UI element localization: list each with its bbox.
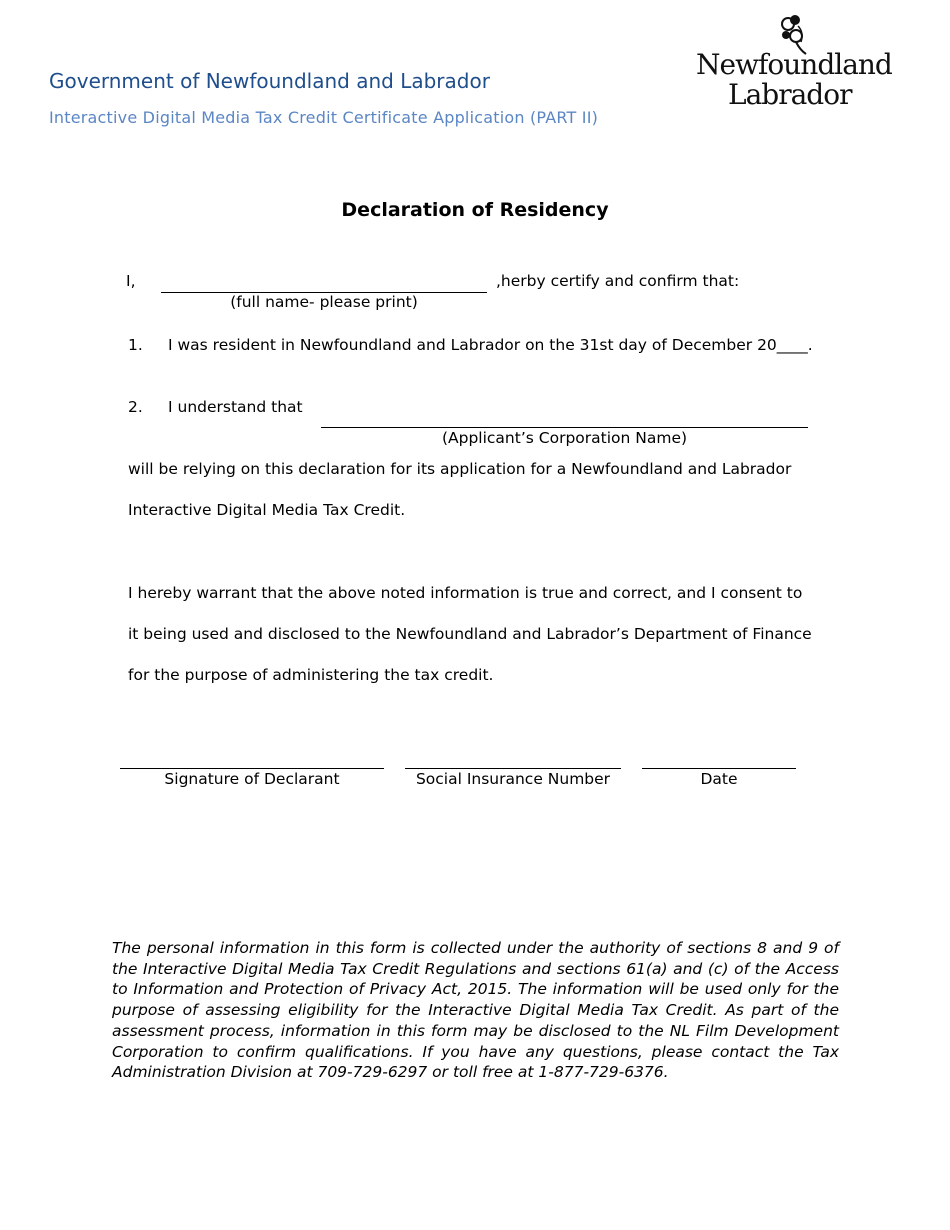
corporation-name-caption: (Applicant’s Corporation Name) <box>441 429 688 447</box>
warrant-line-3: for the purpose of administering the tax credit. <box>128 666 494 684</box>
item-1-number: 1. <box>128 336 143 354</box>
sin-caption: Social Insurance Number <box>415 770 611 788</box>
item-2-text: I understand that <box>168 398 303 416</box>
date-field[interactable] <box>642 768 796 769</box>
nl-logo <box>690 14 892 114</box>
logo-line-2: Labrador <box>728 78 852 111</box>
reliance-line-1: will be relying on this declaration for its application for a Newfoundland and Labrador <box>128 460 792 478</box>
full-name-caption: (full name- please print) <box>230 293 418 311</box>
date-caption: Date <box>700 770 738 788</box>
logo-line-1: Newfoundland <box>696 48 892 81</box>
corporation-name-field[interactable] <box>321 427 808 428</box>
sin-field[interactable] <box>405 768 621 769</box>
reliance-line-2: Interactive Digital Media Tax Credit. <box>128 501 406 519</box>
declaration-suffix: ,herby certify and confirm that: <box>496 272 740 290</box>
declaration-prefix: I, <box>126 272 136 290</box>
item-1-text: I was resident in Newfoundland and Labrador on the 31st day of December 20____. <box>168 336 813 354</box>
form-subtitle: Interactive Digital Media Tax Credit Certificate Application (PART II) <box>49 108 599 127</box>
privacy-notice: The personal information in this form is collected under the authority of sections 8 and 9 of the Interactive Digital Media Tax Credit Regulations and sections 61(a) and (c) of the Access to Information and Protection of Privacy Act, 2015. The information will be used only for the purpose of assessing eligibility for the Interactive Digital Media Tax Credit. As part of the assessment process, information in this form may be disclosed to the NL Film Development Corporation to confirm qualifications. If you have any questions, please contact the Tax Administration Division at 709-729-6297 or toll free at 1-877-729-6376. <box>112 939 839 1082</box>
warrant-line-1: I hereby warrant that the above noted information is true and correct, and I consent to <box>128 584 803 602</box>
warrant-line-2: it being used and disclosed to the Newfoundland and Labrador’s Department of Finance <box>128 625 812 643</box>
government-title: Government of Newfoundland and Labrador <box>49 69 490 93</box>
item-2-number: 2. <box>128 398 143 416</box>
signature-field[interactable] <box>120 768 384 769</box>
signature-caption: Signature of Declarant <box>164 770 340 788</box>
page-title: Declaration of Residency <box>341 199 609 221</box>
